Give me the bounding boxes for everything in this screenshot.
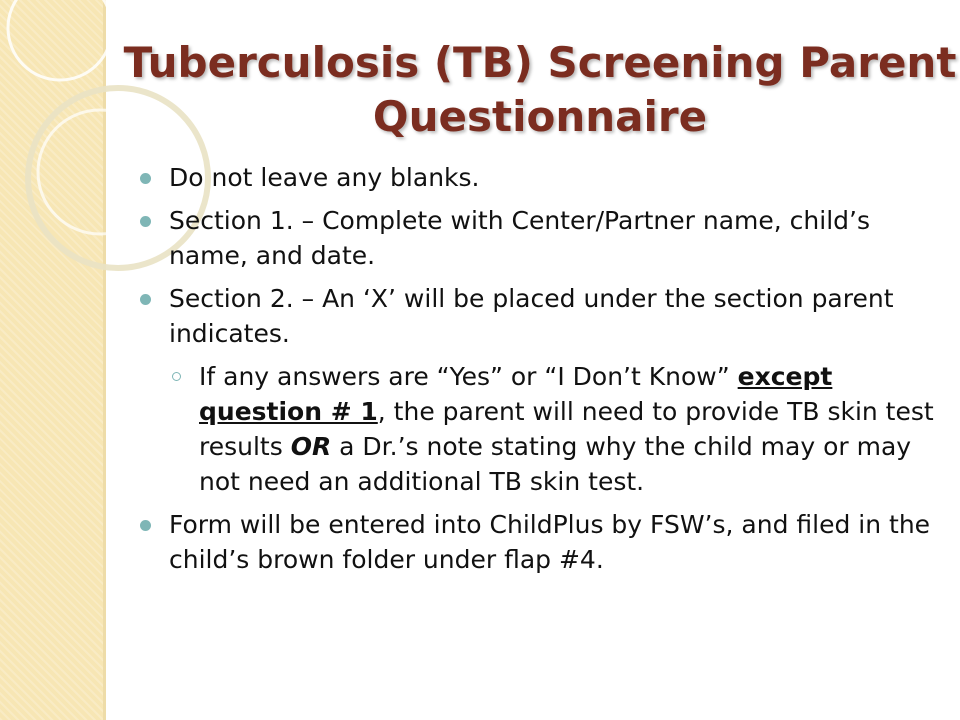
bullet-text: Do not leave any blanks. — [169, 163, 480, 192]
hollow-bullet-icon — [172, 372, 181, 381]
bullet-item — [135, 507, 950, 577]
sub-bullet-text-part2: , the parent will need to provide TB skin test results — [199, 397, 934, 461]
bullet-text: Section 2. – An ‘X’ will be placed under the section parent indicates. — [169, 284, 894, 348]
bullet-item — [135, 281, 950, 351]
large-decorative-circle — [8, 0, 112, 80]
slide-title: Tuberculosis (TB) Screening Parent Questionnaire — [123, 38, 957, 141]
sub-bullet-text-part1: If any answers are “Yes” or “I Don’t Know” — [199, 362, 730, 391]
sub-bullet-item — [135, 359, 950, 499]
slide-content — [135, 160, 950, 585]
sub-bullet-emphasis: except question # 1 — [199, 362, 833, 426]
bullet-item — [135, 160, 950, 195]
bullet-text: Section 1. – Complete with Center/Partner name, child’s name, and date. — [169, 206, 870, 270]
bullet-text: Form will be entered into ChildPlus by FSW’s, and filed in the child’s brown folder under flap #4. — [169, 510, 931, 574]
bullet-dot-icon — [140, 173, 151, 184]
bullet-dot-icon — [140, 216, 151, 227]
bullet-dot-icon — [140, 520, 151, 531]
sub-bullet-text-part3: a Dr.’s note stating why the child may or may not need an additional TB skin test. — [199, 432, 912, 496]
bullet-item — [135, 203, 950, 273]
bullet-dot-icon — [140, 294, 151, 305]
sub-bullet-or-word: OR — [290, 432, 332, 461]
